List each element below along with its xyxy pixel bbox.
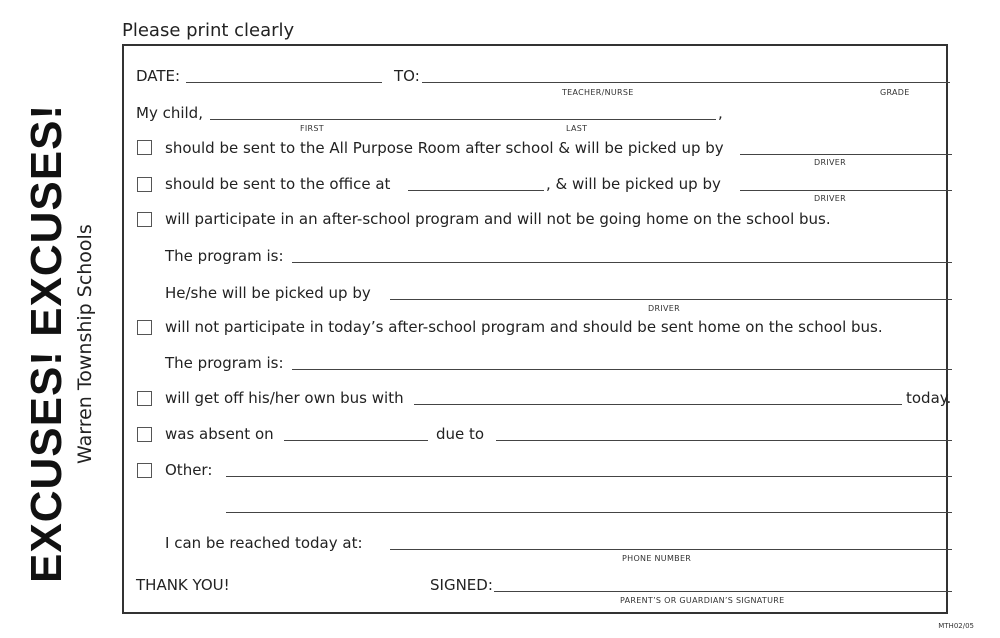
option-office: should be sent to the office at <box>165 175 391 193</box>
option-all-purpose: should be sent to the All Purpose Room after school & will be picked up by <box>165 139 724 157</box>
signature-caption: PARENT’S OR GUARDIAN’S SIGNATURE <box>620 596 785 605</box>
office-driver-field[interactable] <box>740 190 952 191</box>
absent-reason-field[interactable] <box>496 440 952 441</box>
all-purpose-driver-field[interactable] <box>740 154 952 155</box>
office-time-field[interactable] <box>408 190 544 191</box>
form-code: MTH02/05 <box>938 622 974 630</box>
driver-caption: DRIVER <box>648 304 680 313</box>
checkbox-all-purpose[interactable] <box>137 140 152 155</box>
own-bus-field[interactable] <box>414 404 902 405</box>
signature-field[interactable] <box>494 591 952 592</box>
checkbox-after-school[interactable] <box>137 212 152 227</box>
last-caption: LAST <box>566 124 588 133</box>
instruction-text: Please print clearly <box>122 20 295 41</box>
program-label: The program is: <box>165 354 284 372</box>
to-field[interactable] <box>422 82 950 83</box>
other-field-1[interactable] <box>226 476 952 477</box>
driver-caption: DRIVER <box>814 158 846 167</box>
checkbox-office[interactable] <box>137 177 152 192</box>
option-after-school: will participate in an after-school program and will not be going home on the school bus. <box>165 210 831 228</box>
to-label: TO: <box>394 67 420 85</box>
brand-title: EXCUSES! EXCUSES! <box>22 103 71 583</box>
teacher-caption: TEACHER/NURSE <box>562 88 634 97</box>
option-office-post: , & will be picked up by <box>546 175 721 193</box>
driver-caption: DRIVER <box>814 194 846 203</box>
reach-label: I can be reached today at: <box>165 534 363 552</box>
child-comma: , <box>718 104 723 122</box>
program-field[interactable] <box>292 262 952 263</box>
option-own-bus: will get off his/her own bus with <box>165 389 404 407</box>
picked-up-driver-field[interactable] <box>390 299 952 300</box>
phone-caption: PHONE NUMBER <box>622 554 692 563</box>
phone-field[interactable] <box>390 549 952 550</box>
date-label: DATE: <box>136 67 181 85</box>
option-not-participate: will not participate in today’s after-school program and should be sent home on the school bus. <box>165 318 883 336</box>
checkbox-absent[interactable] <box>137 427 152 442</box>
date-field[interactable] <box>186 82 382 83</box>
child-name-field[interactable] <box>210 119 716 120</box>
thank-you-text: THANK YOU! <box>136 576 230 594</box>
option-own-bus-post: today. <box>906 389 952 407</box>
checkbox-own-bus[interactable] <box>137 391 152 406</box>
program-label: The program is: <box>165 247 284 265</box>
option-absent-mid: due to <box>436 425 485 443</box>
checkbox-not-participate[interactable] <box>137 320 152 335</box>
grade-caption: GRADE <box>880 88 910 97</box>
child-label: My child, <box>136 104 203 122</box>
absent-date-field[interactable] <box>284 440 428 441</box>
signed-label: SIGNED: <box>430 576 493 594</box>
program-field-2[interactable] <box>292 369 952 370</box>
first-caption: FIRST <box>300 124 324 133</box>
checkbox-other[interactable] <box>137 463 152 478</box>
option-other: Other: <box>165 461 213 479</box>
other-field-2[interactable] <box>226 512 952 513</box>
district-name: Warren Township Schools <box>74 224 96 464</box>
option-absent: was absent on <box>165 425 274 443</box>
picked-up-label: He/she will be picked up by <box>165 284 371 302</box>
